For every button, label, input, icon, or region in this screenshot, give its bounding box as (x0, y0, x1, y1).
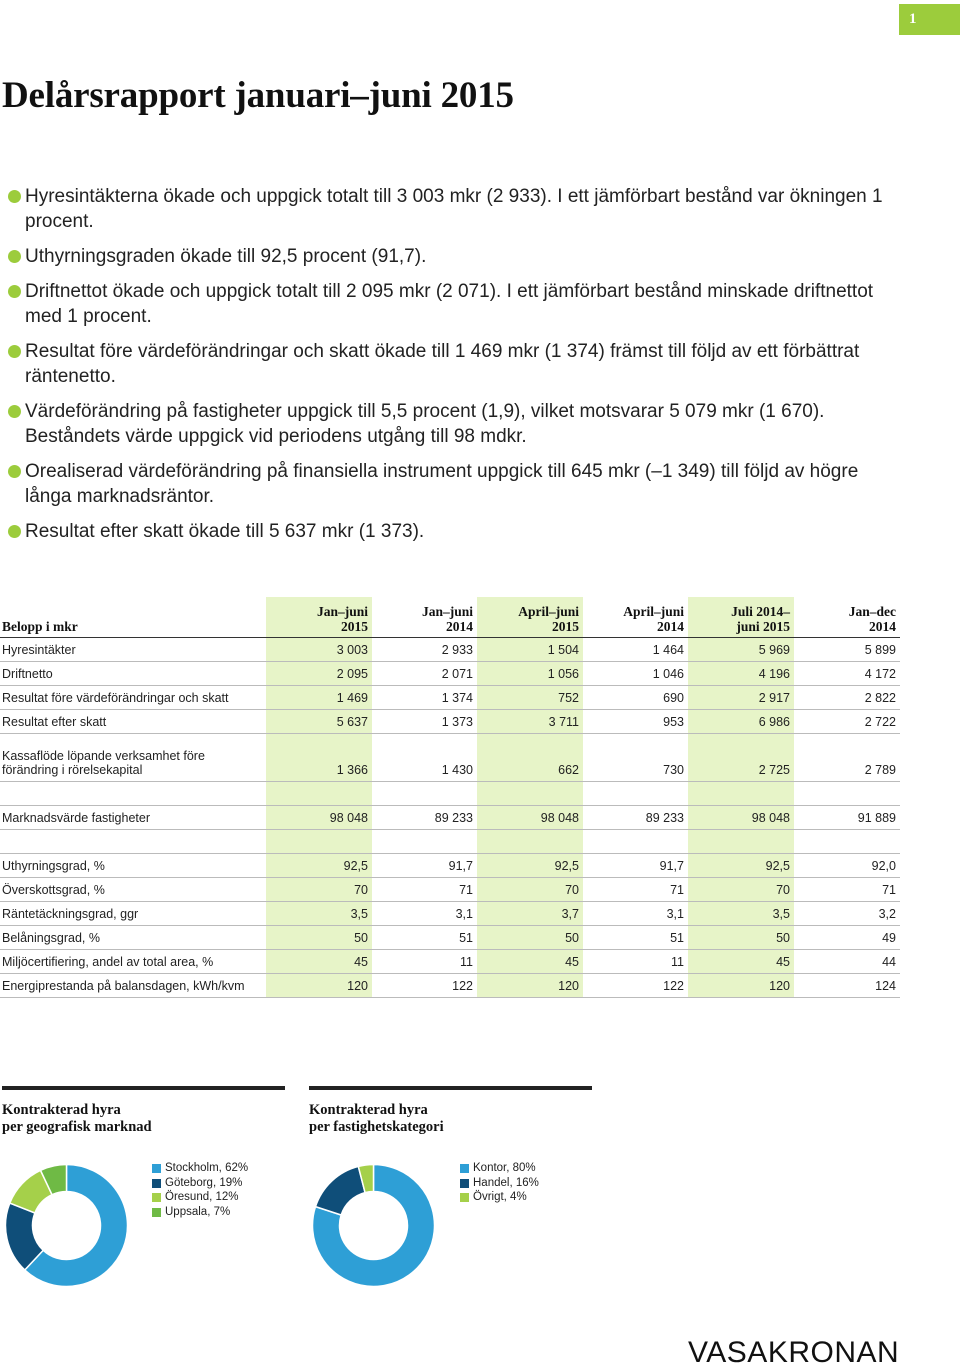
table-row (0, 805, 900, 829)
table-cell: 50 (477, 925, 583, 949)
row-label (0, 661, 266, 685)
legend-swatch-icon (152, 1164, 161, 1173)
table-cell: 3,1 (583, 901, 688, 925)
spacer-cell (583, 829, 688, 853)
table-cell: 92,5 (477, 853, 583, 877)
column-header-line: 2014 (446, 618, 473, 634)
row-label (0, 709, 266, 733)
column-header (477, 597, 583, 637)
legend-item (152, 1176, 248, 1191)
bullet-text: Resultat före värdeförändringar och skatt ökade till 1 469 mkr (1 374) främst till följd av ett förbättrat räntenetto. (25, 341, 860, 387)
spacer-cell (688, 781, 794, 805)
table-row (0, 637, 900, 661)
bullet-text: Värdeförändring på fastigheter uppgick till 5,5 procent (1,9), vilket motsvarar 5 079 mkr (1 670). Beståndets värde uppgick vid periodens utgång till 98 mdkr. (25, 401, 825, 447)
table-cell: 92,5 (688, 853, 794, 877)
table-cell: 122 (583, 973, 688, 997)
legend-swatch-icon (152, 1193, 161, 1202)
bullet-dot-icon (8, 405, 21, 418)
table-cell: 3,7 (477, 901, 583, 925)
column-header-line: April–juni (623, 603, 684, 619)
legend-item (152, 1190, 248, 1205)
row-label-line: Belåningsgrad, % (2, 930, 100, 945)
table-cell: 3,2 (794, 901, 900, 925)
row-label (0, 733, 266, 781)
row-label-line: Energiprestanda på balansdagen, kWh/kvm (2, 978, 245, 993)
page-title: Delårsrapport januari–juni 2015 (2, 75, 514, 116)
table-cell: 122 (372, 973, 477, 997)
table-row (0, 949, 900, 973)
legend-label: Kontor, 80% (473, 1162, 536, 1174)
table-cell: 120 (266, 973, 372, 997)
column-header-line: Jan–juni (316, 603, 368, 619)
legend-label: Övrigt, 4% (473, 1191, 527, 1203)
table-cell: 70 (477, 877, 583, 901)
table-row (0, 709, 900, 733)
row-label (0, 973, 266, 997)
table-row (0, 925, 900, 949)
table-row (0, 853, 900, 877)
spacer-cell (0, 781, 266, 805)
table-spacer-row (0, 781, 900, 805)
table-cell: 662 (477, 733, 583, 781)
column-header-line: juni 2015 (736, 618, 790, 634)
geo-chart-legend (152, 1161, 248, 1219)
table-cell: 1 056 (477, 661, 583, 685)
bullet-text: Resultat efter skatt ökade till 5 637 mkr (1 373). (25, 521, 425, 542)
legend-item (460, 1161, 539, 1176)
table-cell: 3,1 (372, 901, 477, 925)
column-header (266, 597, 372, 637)
table-cell: 50 (266, 925, 372, 949)
bullet-text: Orealiserad värdeförändring på finansiella instrument uppgick till 645 mkr (–1 349) till följd av högre långa marknadsräntor. (25, 461, 859, 507)
bullet-item (8, 459, 908, 509)
legend-swatch-icon (460, 1193, 469, 1202)
bullet-dot-icon (8, 285, 21, 298)
table-cell: 5 899 (794, 637, 900, 661)
bullet-dot-icon (8, 465, 21, 478)
spacer-cell (372, 781, 477, 805)
table-cell: 2 933 (372, 637, 477, 661)
legend-label: Uppsala, 7% (165, 1205, 231, 1218)
legend-label: Handel, 16% (473, 1176, 539, 1189)
row-label-line: Kassaflöde löpande verksamhet före (2, 748, 205, 763)
legend-label: Stockholm, 62% (165, 1162, 249, 1174)
table-cell: 51 (372, 925, 477, 949)
donut-slice-handel (315, 1166, 365, 1215)
table-cell: 3 711 (477, 709, 583, 733)
page-number-badge: 1 (899, 4, 960, 35)
category-chart-header (309, 1086, 592, 1136)
divider (309, 1086, 592, 1090)
table-cell: 89 233 (583, 805, 688, 829)
legend-item (460, 1190, 539, 1205)
spacer-cell (266, 829, 372, 853)
spacer-cell (794, 781, 900, 805)
table-cell: 50 (688, 925, 794, 949)
legend-swatch-icon (152, 1179, 161, 1188)
row-label (0, 853, 266, 877)
legend-item (152, 1161, 248, 1176)
table-cell: 70 (266, 877, 372, 901)
table-cell: 98 048 (477, 805, 583, 829)
spacer-cell (477, 829, 583, 853)
row-label-line: Överskottsgrad, % (2, 882, 105, 897)
table-cell: 1 504 (477, 637, 583, 661)
table-cell: 1 469 (266, 685, 372, 709)
row-label (0, 877, 266, 901)
table-cell: 51 (583, 925, 688, 949)
highlights-list (8, 184, 908, 554)
row-label (0, 805, 266, 829)
column-header-line: 2015 (341, 618, 368, 634)
table-cell: 1 374 (372, 685, 477, 709)
row-label-line: Räntetäckningsgrad, ggr (2, 906, 139, 921)
table-cell: 71 (583, 877, 688, 901)
column-header-line: April–juni (518, 603, 579, 619)
legend-label: Göteborg, 19% (165, 1176, 243, 1189)
table-cell: 3,5 (266, 901, 372, 925)
table-cell: 70 (688, 877, 794, 901)
row-label (0, 637, 266, 661)
table-cell: 1 046 (583, 661, 688, 685)
row-label-line: Driftnetto (2, 666, 53, 681)
table-cell: 45 (266, 949, 372, 973)
row-label-line: Resultat före värdeförändringar och skatt (2, 690, 229, 705)
row-label-line: Marknadsvärde fastigheter (2, 810, 150, 825)
row-label-line: Hyresintäkter (2, 642, 76, 657)
table-cell: 120 (477, 973, 583, 997)
table-cell: 98 048 (266, 805, 372, 829)
spacer-cell (688, 829, 794, 853)
table-cell: 4 196 (688, 661, 794, 685)
column-header-line: Juli 2014– (731, 603, 790, 619)
table-cell: 91,7 (583, 853, 688, 877)
table-row (0, 661, 900, 685)
row-label-line: Uthyrningsgrad, % (2, 858, 105, 873)
category-donut-chart (311, 1163, 436, 1288)
row-label (0, 925, 266, 949)
key-figures-table (0, 597, 900, 998)
bullet-dot-icon (8, 190, 21, 203)
table-header-label: Belopp i mkr (0, 597, 266, 637)
bullet-dot-icon (8, 250, 21, 263)
table-cell: 120 (688, 973, 794, 997)
table-cell: 89 233 (372, 805, 477, 829)
table-cell: 45 (688, 949, 794, 973)
table-cell: 690 (583, 685, 688, 709)
table-cell: 2 822 (794, 685, 900, 709)
table-cell: 1 366 (266, 733, 372, 781)
bullet-item (8, 339, 908, 389)
column-header (688, 597, 794, 637)
legend-swatch-icon (152, 1208, 161, 1217)
spacer-cell (794, 829, 900, 853)
table-row (0, 685, 900, 709)
table-cell: 98 048 (688, 805, 794, 829)
table-cell: 3,5 (688, 901, 794, 925)
table-cell: 2 722 (794, 709, 900, 733)
table-cell: 5 969 (688, 637, 794, 661)
geo-chart-header (2, 1086, 285, 1136)
table-cell: 3 003 (266, 637, 372, 661)
row-label (0, 901, 266, 925)
table-cell: 11 (372, 949, 477, 973)
spacer-cell (372, 829, 477, 853)
table-cell: 4 172 (794, 661, 900, 685)
bullet-item (8, 244, 908, 269)
row-label-line: förändring i rörelsekapital (2, 762, 143, 777)
column-header (372, 597, 477, 637)
category-chart-title: Kontrakterad hyra per fastighetskategori (309, 1102, 444, 1135)
column-header-line: 2014 (869, 618, 896, 634)
table-cell: 1 373 (372, 709, 477, 733)
table-spacer-row (0, 829, 900, 853)
table-row (0, 973, 900, 997)
bullet-item (8, 399, 908, 449)
table-cell: 730 (583, 733, 688, 781)
table-cell: 1 464 (583, 637, 688, 661)
table-row (0, 733, 900, 781)
table-cell: 91,7 (372, 853, 477, 877)
table-cell: 6 986 (688, 709, 794, 733)
legend-swatch-icon (460, 1179, 469, 1188)
spacer-cell (266, 781, 372, 805)
table-cell: 2 789 (794, 733, 900, 781)
bullet-item (8, 279, 908, 329)
legend-item (152, 1205, 248, 1220)
table-cell: 11 (583, 949, 688, 973)
table-cell: 2 095 (266, 661, 372, 685)
column-header (794, 597, 900, 637)
bullet-item (8, 184, 908, 234)
geo-donut-chart (4, 1163, 129, 1288)
table-cell: 752 (477, 685, 583, 709)
bullet-text: Driftnettot ökade och uppgick totalt till 2 095 mkr (2 071). I ett jämförbart bestånd minskade driftnettot med 1 procent. (25, 281, 874, 327)
spacer-cell (0, 829, 266, 853)
legend-label: Öresund, 12% (165, 1191, 239, 1203)
geo-chart-title: Kontrakterad hyra per geografisk marknad (2, 1102, 152, 1135)
table-cell: 124 (794, 973, 900, 997)
divider (2, 1086, 285, 1090)
row-label (0, 949, 266, 973)
row-label-line: Resultat efter skatt (2, 714, 107, 729)
table-cell: 953 (583, 709, 688, 733)
table-cell: 71 (372, 877, 477, 901)
table-cell: 49 (794, 925, 900, 949)
row-label-line: Miljöcertifiering, andel av total area, % (2, 954, 214, 969)
column-header-line: Jan–juni (421, 603, 473, 619)
category-chart-legend (460, 1161, 539, 1205)
table-cell: 2 725 (688, 733, 794, 781)
table-cell: 92,0 (794, 853, 900, 877)
spacer-cell (477, 781, 583, 805)
table-cell: 44 (794, 949, 900, 973)
bullet-dot-icon (8, 525, 21, 538)
table-cell: 2 917 (688, 685, 794, 709)
legend-item (460, 1176, 539, 1191)
table-cell: 92,5 (266, 853, 372, 877)
column-header-line: Jan–dec (848, 603, 896, 619)
column-header-line: 2014 (657, 618, 684, 634)
table-cell: 5 637 (266, 709, 372, 733)
company-logo: VASAKRONAN (688, 1336, 900, 1367)
table-cell: 71 (794, 877, 900, 901)
table-row (0, 877, 900, 901)
table-cell: 91 889 (794, 805, 900, 829)
bullet-item (8, 519, 908, 544)
spacer-cell (583, 781, 688, 805)
table-cell: 45 (477, 949, 583, 973)
bullet-text: Hyresintäkterna ökade och uppgick totalt till 3 003 mkr (2 933). I ett jämförbart bestånd var ökningen 1 procent. (25, 186, 883, 232)
legend-swatch-icon (460, 1164, 469, 1173)
row-label (0, 685, 266, 709)
table-cell: 2 071 (372, 661, 477, 685)
bullet-dot-icon (8, 345, 21, 358)
table-cell: 1 430 (372, 733, 477, 781)
bullet-text: Uthyrningsgraden ökade till 92,5 procent (91,7). (25, 246, 427, 267)
column-header-line: 2015 (552, 618, 579, 634)
table-row (0, 901, 900, 925)
column-header (583, 597, 688, 637)
